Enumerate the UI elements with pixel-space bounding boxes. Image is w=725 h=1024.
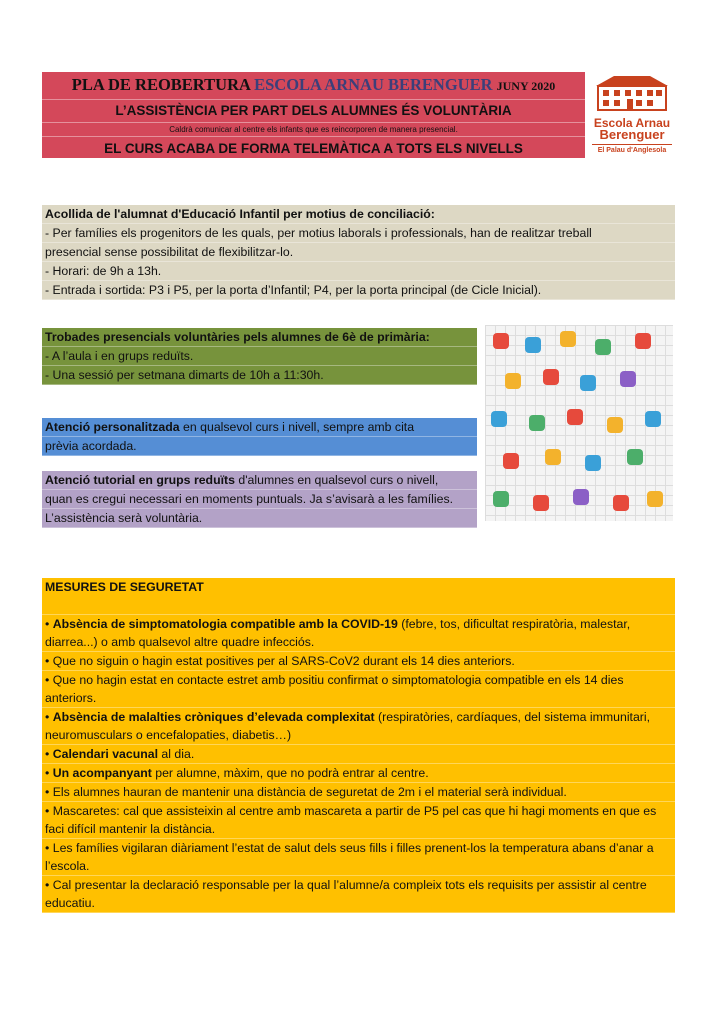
safety-item (42, 652, 675, 671)
infantil-line: - Entrada i sortida: P3 i P5, per la porta d’Infantil; P4, per la porta principal (de Cicle Inicial). (42, 281, 675, 300)
safety-item-text: Que no hagin estat en contacte estret amb positiu confirmat o simptomatologia compatible en els 14 dies anteriors. (45, 673, 624, 705)
safety-item-text: al dia. (158, 747, 195, 761)
safety-item (42, 615, 675, 652)
safety-item (42, 876, 675, 913)
bullet-icon: • (45, 710, 53, 724)
safety-measures-section (42, 578, 675, 913)
safety-item-bold: Un acompanyant (52, 766, 152, 780)
personal-text: en qualsevol curs i nivell, sempre amb cita (179, 420, 415, 434)
bullet-icon: • (45, 673, 53, 687)
voluntary-notice: L’ASSISTÈNCIA PER PART DELS ALUMNES ÉS VOLUNTÀRIA (42, 100, 585, 123)
personal-bold: Atenció personalitzada (45, 420, 180, 434)
title-date: JUNY 2020 (496, 79, 556, 93)
safety-item-text: (respiratòries, cardíaques, del sistema immunitari, neuromusculars o encefalopaties, diabetis…) (45, 710, 651, 742)
tutorial-section (42, 471, 477, 528)
safety-item (42, 708, 675, 745)
tutorial-bold: Atenció tutorial en grups reduïts (45, 473, 235, 487)
safety-item (42, 745, 675, 764)
safety-title: MESURES DE SEGURETAT (45, 580, 204, 594)
sise-title: Trobades presencials voluntàries pels alumnes de 6è de primària: (45, 330, 430, 344)
safety-item (42, 783, 675, 802)
title-part1: PLA DE REOBERTURA (71, 75, 250, 94)
communication-notice: Caldrà comunicar al centre els infants que es reincorporen de manera presencial. (42, 123, 585, 137)
safety-item (42, 764, 675, 783)
safety-item-text: Les famílies vigilaran diàriament l’estat de salut dels seus fills i filles prenent-los la temperatura abans d’anar a l’escola. (45, 841, 654, 873)
bullet-icon: • (45, 654, 53, 668)
bullet-icon: • (45, 785, 53, 799)
tutorial-line2: quan es cregui necessari en moments puntuals. Ja s’avisarà a les famílies. (42, 490, 477, 509)
school-name: ESCOLA ARNAU BERENGUER (254, 75, 493, 94)
bullet-icon: • (45, 841, 53, 855)
infantil-section (42, 205, 675, 300)
tutorial-text: d'alumnes en qualsevol curs o nivell, (234, 473, 439, 487)
logo-town: El Palau d'Anglesola (592, 144, 672, 154)
logo-line2: Berenguer (599, 127, 665, 142)
infantil-line: presencial sense possibilitat de flexibilitzar-lo. (42, 243, 675, 262)
personal-line2: prèvia acordada. (42, 437, 477, 456)
sise-line: - A l’aula i en grups reduïts. (42, 347, 477, 366)
safety-item-bold: Calendari vacunal (52, 747, 158, 761)
infantil-line: - Per famílies els progenitors de les quals, per motius laborals i professionals, han de realitzar treball (42, 224, 675, 243)
bullet-icon: • (45, 617, 53, 631)
sise-line: - Una sessió per setmana dimarts de 10h a 11:30h. (42, 366, 477, 385)
safety-item-bold: Absència de malalties cròniques d’elevada complexitat (52, 710, 375, 724)
safety-item-text: Els alumnes hauran de mantenir una distància de seguretat de 2m i el material serà individual. (52, 785, 567, 799)
school-supplies-illustration (485, 325, 673, 521)
safety-item-text: (febre, tos, dificultat respiratòria, malestar, diarrea...) o amb qualsevol altre quadre infecciós. (45, 617, 631, 649)
telematic-notice: EL CURS ACABA DE FORMA TELEMÀTICA A TOTS ELS NIVELLS (104, 141, 523, 156)
personal-attention-section (42, 418, 477, 456)
sise-section (42, 328, 477, 385)
school-logo (592, 72, 672, 158)
safety-item (42, 839, 675, 876)
bullet-icon: • (45, 804, 53, 818)
safety-item-text: Mascaretes: cal que assisteixin al centre amb mascareta a partir de P5 pel cas que hi hagi moments en que es faci difícil mantenir la distància. (45, 804, 657, 836)
logo-line1: Escola Arnau (593, 116, 671, 130)
safety-item-text: per alumne, màxim, que no podrà entrar al centre. (151, 766, 429, 780)
infantil-line: - Horari: de 9h a 13h. (42, 262, 675, 281)
tutorial-line3: L’assistència serà voluntària. (42, 509, 477, 528)
safety-item-text: Cal presentar la declaració responsable per la qual l’alumne/a compleix tots els requisits per assistir al centre educatiu. (45, 878, 647, 910)
safety-item-bold: Absència de simptomatologia compatible amb la COVID-19 (52, 617, 398, 631)
header-banner (42, 72, 585, 158)
page-title (42, 72, 585, 100)
safety-item (42, 802, 675, 839)
school-building-icon (594, 72, 670, 112)
bullet-icon: • (45, 766, 53, 780)
bullet-icon: • (45, 747, 53, 761)
safety-item-text: Que no siguin o hagin estat positives per al SARS-CoV2 durant els 14 dies anteriors. (52, 654, 515, 668)
safety-item (42, 671, 675, 708)
infantil-title: Acollida de l'alumnat d'Educació Infantil per motius de conciliació: (45, 207, 435, 221)
bullet-icon: • (45, 878, 53, 892)
